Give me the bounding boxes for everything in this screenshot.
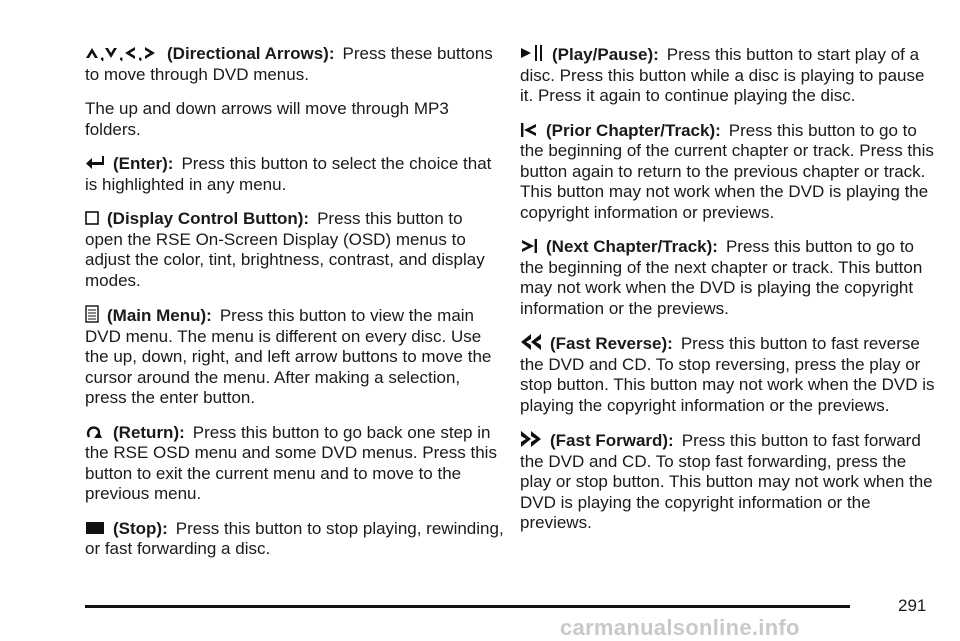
fast-forward-icon (520, 430, 542, 452)
return-entry: (Return): Press this button to go back one step in the RSE OSD menu and some DVD menus. Press this button to exit the current menu and to move to the previous menu. (85, 422, 497, 503)
play-pause-icon (520, 44, 544, 66)
fast-reverse-icon (520, 333, 542, 355)
fast-forward-entry: (Fast Forward): Press this button to fast forward the DVD and CD. To stop fast forwarding, press the play or stop button. This button may not work when the DVD is playing the copyright information or the previews. (520, 431, 933, 532)
directional-arrows-entry: , , , (Directional Arrows): Press these buttons to move through DVD menus. (85, 44, 493, 84)
svg-text:,: , (138, 47, 143, 61)
next-track-entry: (Next Chapter/Track): Press this button to go to the beginning of the next chapter or track. This button may not work when the DVD is playing the copyright information or the previews. (520, 237, 923, 318)
enter-icon (85, 154, 105, 175)
return-icon (85, 423, 105, 444)
right-column (520, 44, 940, 548)
left-column (85, 44, 505, 574)
mp3-note: The up and down arrows will move through MP3 folders. (85, 99, 449, 139)
stop-entry: (Stop): Press this button to stop playing, rewinding, or fast forwarding a disc. (85, 518, 504, 558)
enter-entry: (Enter): Press this button to select the choice that is highlighted in any menu. (85, 154, 492, 194)
next-track-icon (520, 237, 538, 258)
fast-reverse-entry: (Fast Reverse): Press this button to fast reverse the DVD and CD. To stop reversing, press the play or stop button. This button may not work when the DVD is playing the copyright information or the previews. (520, 334, 935, 415)
main-menu-entry: (Main Menu): Press this button to view the main DVD menu. The menu is different on every disc. Use the up, down, right, and left arrow buttons to move the cursor around the menu. After making a selection, press the enter button. (85, 306, 492, 407)
svg-text:,: , (119, 47, 124, 61)
prior-track-icon (520, 121, 538, 142)
main-menu-icon (85, 305, 99, 327)
display-control-entry: (Display Control Button): Press this button to open the RSE On-Screen Display (OSD) menus to adjust the color, tint, brightness, contrast, and display modes. (85, 209, 485, 290)
page-number: 291 (898, 596, 927, 615)
stop-icon (85, 519, 105, 540)
directional-arrows-icon (85, 44, 159, 65)
play-pause-entry: (Play/Pause): Press this button to start play of a disc. Press this button while a disc is playing to pause it. Press it again to continue playing the disc. (520, 45, 925, 105)
footer-rule (85, 605, 850, 608)
watermark: carmanualsonline.info (560, 615, 800, 640)
display-control-icon (85, 209, 99, 230)
svg-text:,: , (100, 47, 105, 61)
prior-track-entry: (Prior Chapter/Track): Press this button to go to the beginning of the current chapter or track. Press this button again to return to the previous chapter or track. This button may not work when the DVD is playing the copyright information or previews. (520, 120, 934, 222)
